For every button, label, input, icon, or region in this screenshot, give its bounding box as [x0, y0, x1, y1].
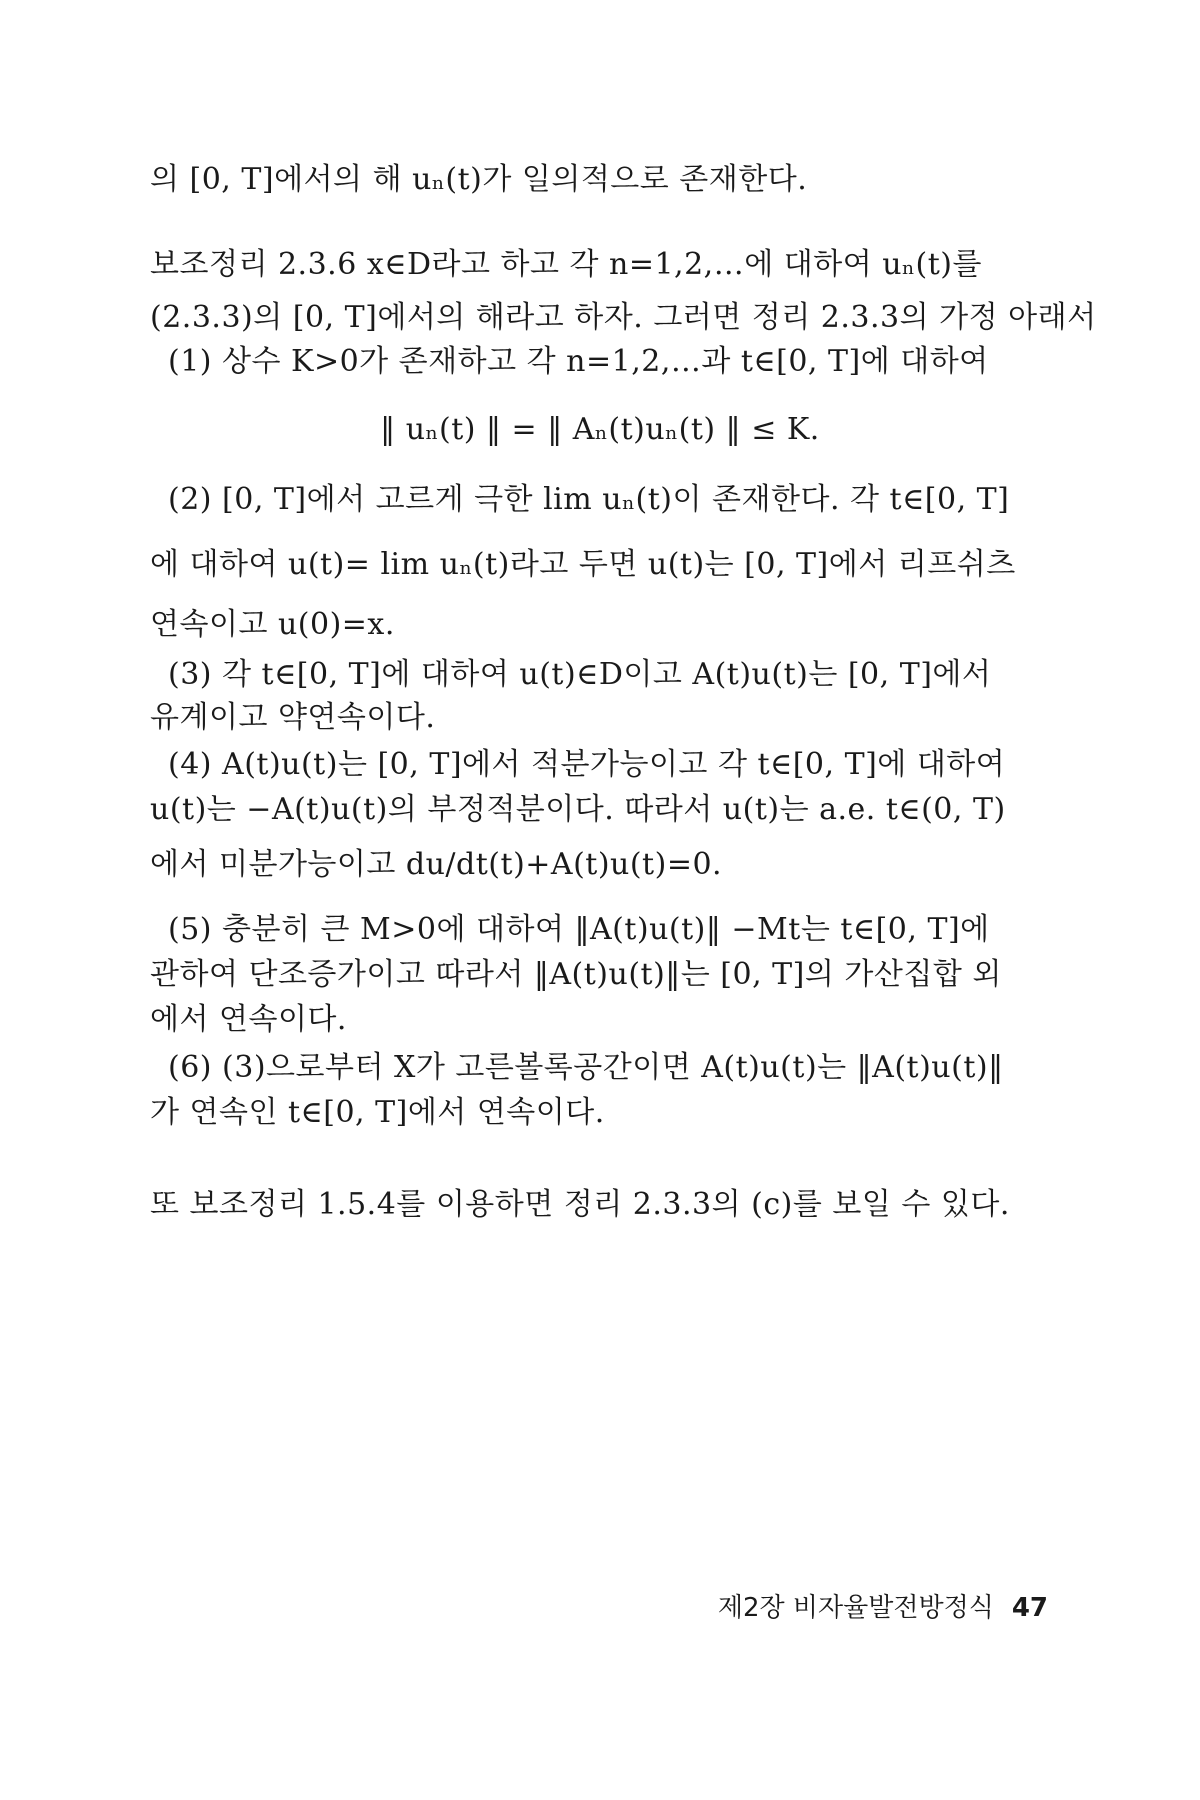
item-2-line: (2) [0, T]에서 고르게 극한 lim uₙ(t)이 존재한다. 각 t∈[0, T]	[168, 482, 1010, 517]
item-1-line: (1) 상수 K>0가 존재하고 각 n=1,2,…과 t∈[0, T]에 대하여	[168, 344, 989, 379]
item-6-line: (6) (3)으로부터 X가 고른볼록공간이면 A(t)u(t)는 ‖A(t)u(t)‖	[168, 1050, 1004, 1085]
text-line: 가 연속인 t∈[0, T]에서 연속이다.	[150, 1095, 605, 1130]
lemma-heading-line: 보조정리 2.3.6 x∈D라고 하고 각 n=1,2,…에 대하여 uₙ(t)를	[150, 247, 982, 282]
item-5-line: (5) 충분히 큰 M>0에 대하여 ‖A(t)u(t)‖ −Mt는 t∈[0, T]에	[168, 912, 990, 947]
page-footer	[0, 1590, 1048, 1626]
text-line: 에서 미분가능이고 du/dt(t)+A(t)u(t)=0.	[150, 847, 723, 882]
text-line: 관하여 단조증가이고 따라서 ‖A(t)u(t)‖는 [0, T]의 가산집합 외	[150, 957, 1002, 992]
text-line: (2.3.3)의 [0, T]에서의 해라고 하자. 그러면 정리 2.3.3의 가정 아래서	[150, 300, 1097, 335]
chapter-title: 제2장 비자율발전방정식	[717, 1593, 994, 1623]
text-line: 에 대하여 u(t)= lim uₙ(t)라고 두면 u(t)는 [0, T]에서 리프쉬츠	[150, 547, 1016, 582]
text-line: u(t)는 −A(t)u(t)의 부정적분이다. 따라서 u(t)는 a.e. t∈(0, T)	[150, 792, 1006, 827]
closing-line: 또 보조정리 1.5.4를 이용하면 정리 2.3.3의 (c)를 보일 수 있다.	[150, 1187, 1010, 1222]
text-line: 유계이고 약연속이다.	[150, 700, 436, 735]
text-line: 에서 연속이다.	[150, 1002, 347, 1037]
display-equation: ‖ uₙ(t) ‖ = ‖ Aₙ(t)uₙ(t) ‖ ≤ K.	[380, 412, 820, 447]
page-number: 47	[1011, 1593, 1048, 1623]
text-line: 연속이고 u(0)=x.	[150, 607, 395, 642]
item-4-line: (4) A(t)u(t)는 [0, T]에서 적분가능이고 각 t∈[0, T]에 대하여	[168, 747, 1006, 782]
item-3-line: (3) 각 t∈[0, T]에 대하여 u(t)∈D이고 A(t)u(t)는 [0, T]에서	[168, 657, 992, 692]
text-line: 의 [0, T]에서의 해 uₙ(t)가 일의적으로 존재한다.	[150, 162, 808, 197]
